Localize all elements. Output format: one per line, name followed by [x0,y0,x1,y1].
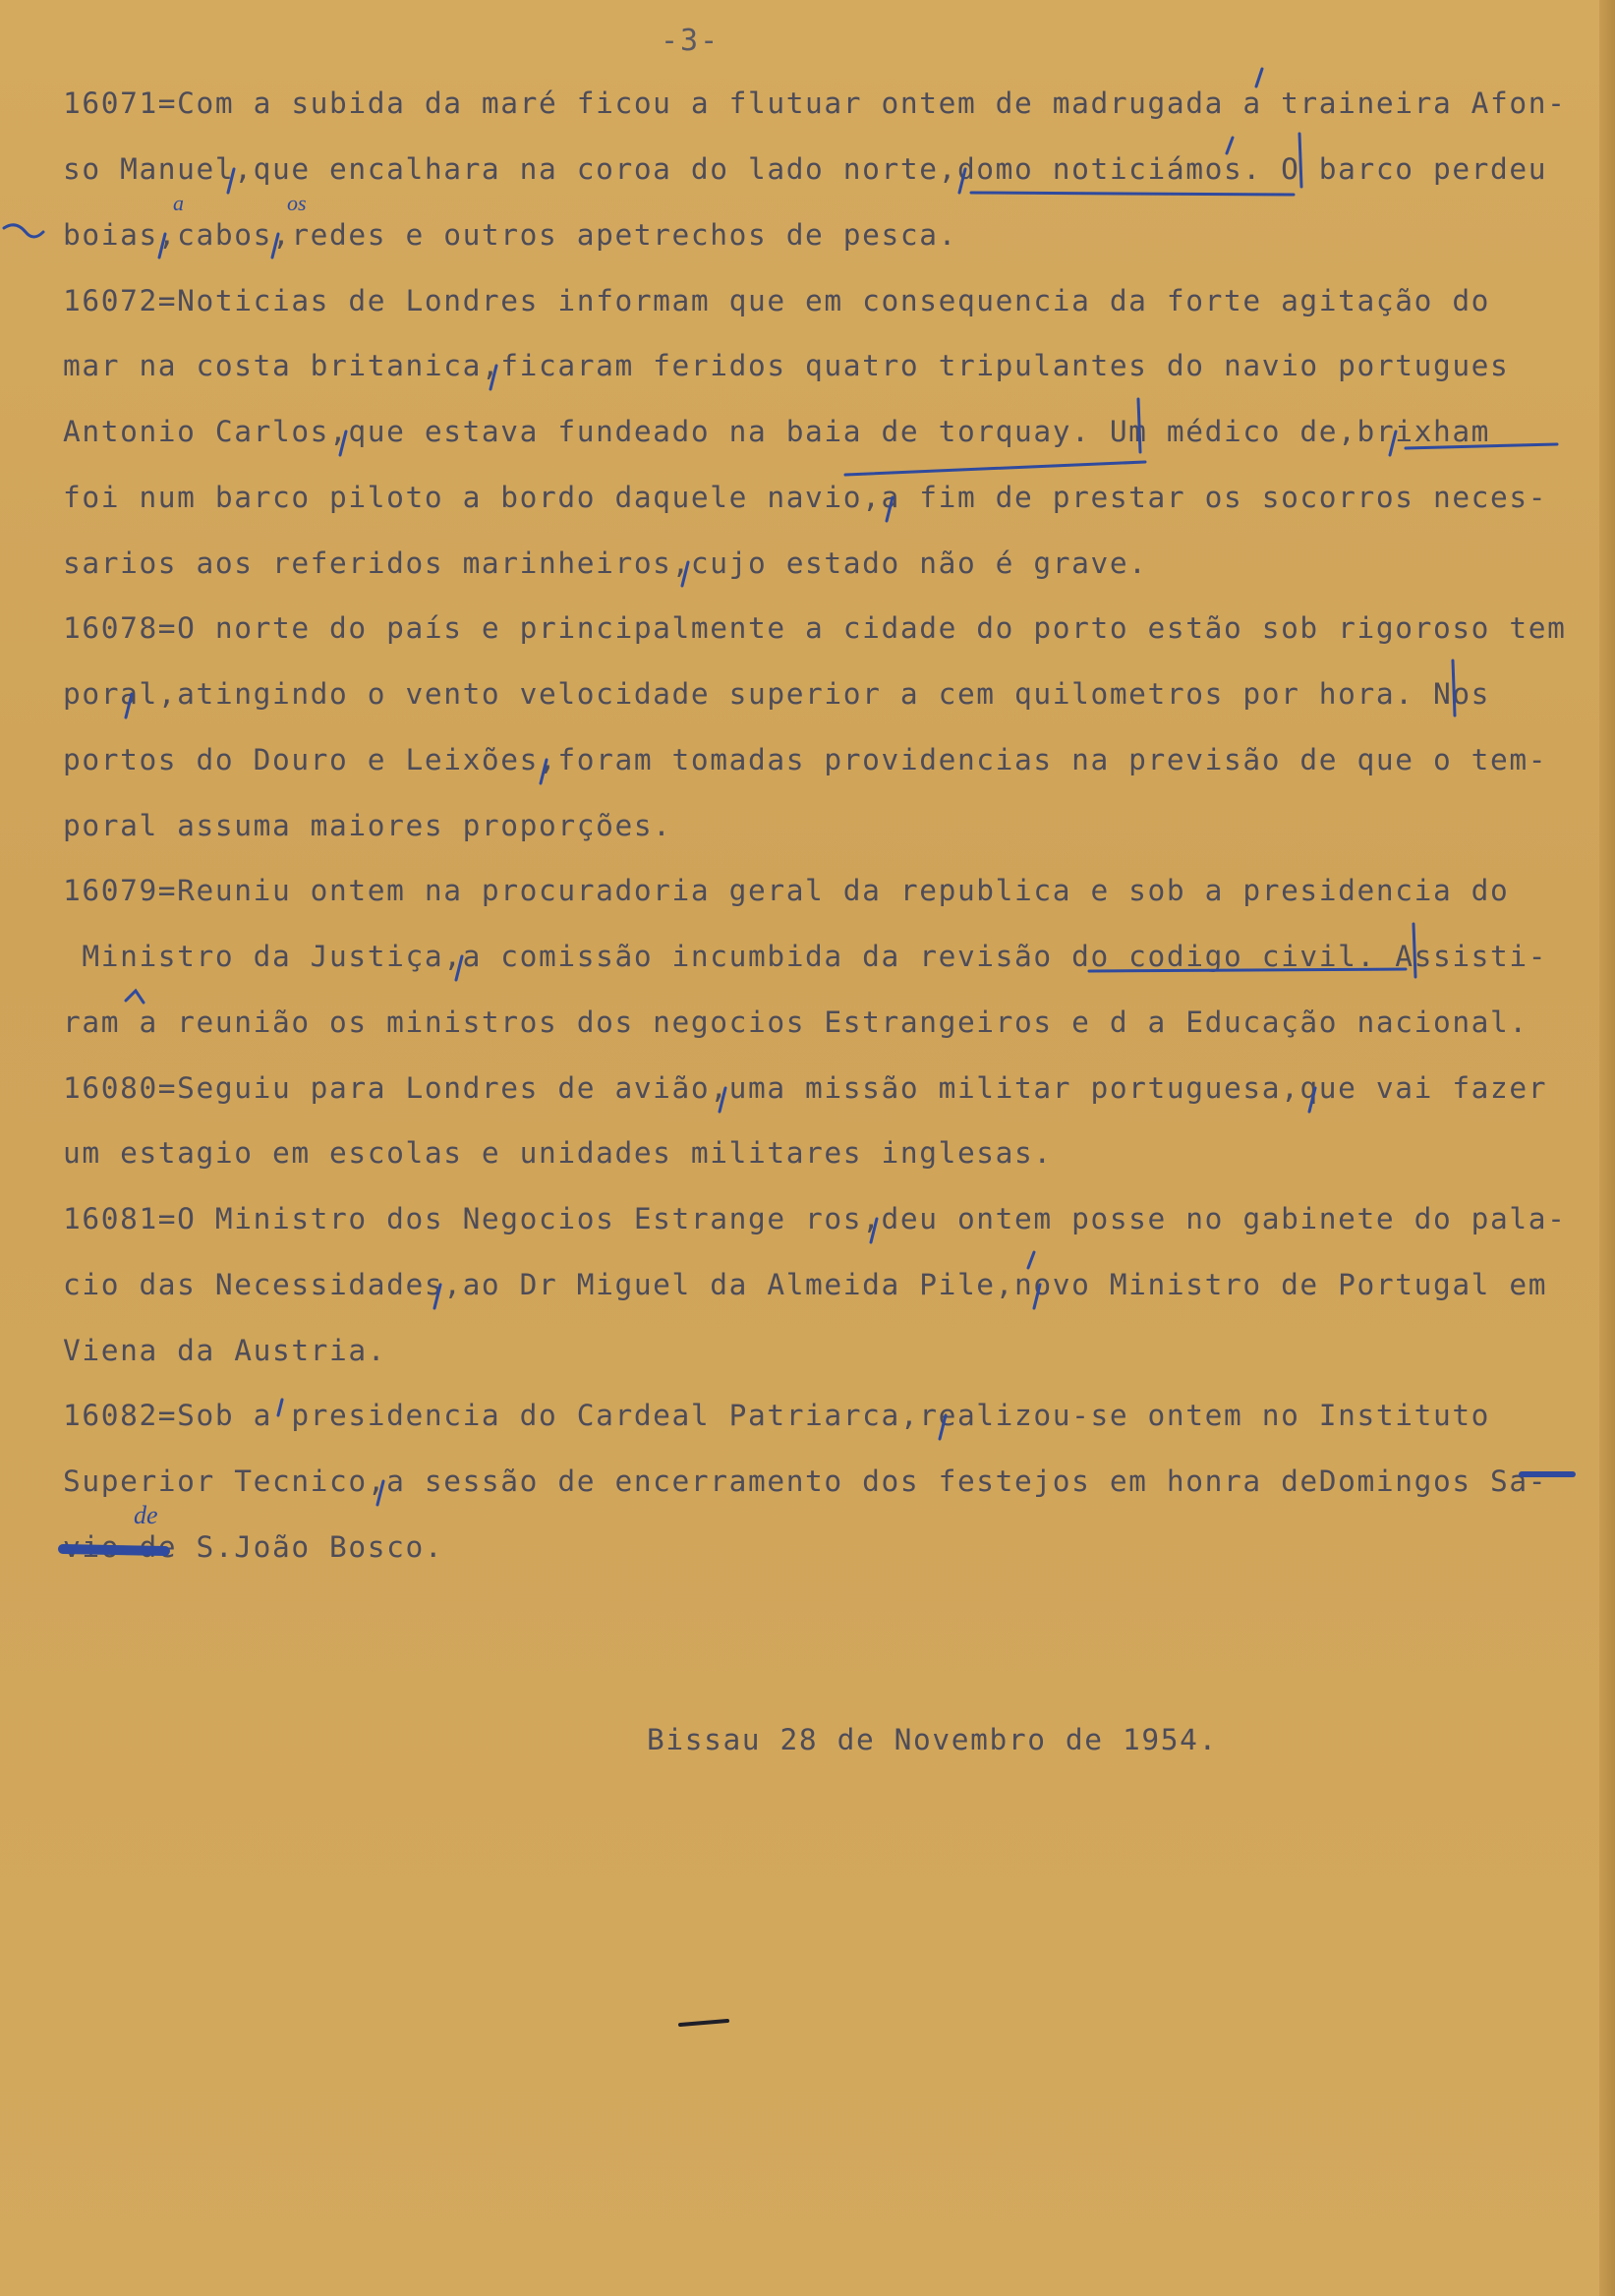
text-line: cio das Necessidades,ao Dr Miguel da Almeida Pile,novo Ministro de Portugal em [63,1268,1548,1301]
pen-section-bar [1453,660,1455,716]
text-line: um estagio em escolas e unidades militares inglesas. [63,1136,1053,1170]
pen-tick [1390,431,1396,455]
text-line: Antonio Carlos,que estava fundeado na baia de torquay. Um médico de,brixham [63,415,1491,448]
pen-tick [871,1219,877,1242]
pen-tick [887,497,893,521]
interlinear-annotation: os [287,191,307,215]
text-line: 16082=Sob a presidencia do Cardeal Patriarca,realizou-se ontem no Instituto [63,1399,1491,1432]
interlinear-annotation: a [173,191,184,215]
pen-tick [377,1481,383,1505]
pen-section-bar [1299,134,1301,187]
pen-tick [228,169,234,193]
pen-tick [159,234,165,258]
text-line: 16081=O Ministro dos Negocios Estrange ros,deu ontem posse no gabinete do pala- [63,1202,1567,1235]
pen-tick [456,956,462,980]
pen-section-bar [1413,924,1415,977]
text-line: poral assuma maiores proporções. [63,809,672,842]
text-line: 16080=Seguiu para Londres de avião,uma missão militar portuguesa,que vai fazer [63,1071,1548,1105]
pen-tick [940,1415,946,1439]
text-line: 16079=Reuniu ontem na procuradoria geral da republica e sob a presidencia do [63,874,1510,907]
pen-tick [340,431,346,455]
text-line: Ministro da Justiça,a comissão incumbida da revisão do codigo civil. Assisti- [63,940,1548,973]
pen-tick [541,760,547,783]
pen-tick [1034,1285,1040,1308]
interlinear-annotation: de [134,1501,158,1529]
pen-tick [1227,138,1233,153]
text-line: so Manuel,que encalhara na coroa do lado norte,domo noticiámos. O barco perdeu [63,152,1548,186]
pen-underline [1406,444,1557,448]
pen-underline [971,193,1294,195]
pen-underline [845,462,1145,475]
pen-section-bar [1138,399,1140,452]
text-line: poral,atingindo o vento velocidade superior a cem quilometros por hora. Nos [63,677,1491,711]
pen-tick [278,1400,282,1415]
pen-tick [272,234,278,258]
text-line: portos do Douro e Leixões,foram tomadas providencias na previsão de que o tem- [63,743,1548,776]
pen-tick [1028,1252,1034,1268]
dash-mark [680,2021,727,2025]
pen-tick [1309,1088,1315,1112]
pen-tick [720,1088,725,1112]
pen-tick [682,562,688,586]
pen-tick [1256,69,1262,86]
text-line: 16071=Com a subida da maré ficou a flutuar ontem de madrugada a traineira Afon- [63,86,1567,120]
pen-strikeout [63,1549,165,1551]
margin-mark [4,225,43,237]
dateline: Bissau 28 de Novembro de 1954. [647,1723,1218,1756]
text-line: boias,cabos,redes e outros apetrechos de pesca. [63,218,957,252]
text-line: sarios aos referidos marinheiros,cujo estado não é grave. [63,546,1148,580]
text-line: 16078=O norte do país e principalmente a cidade do porto estão sob rigoroso tem [63,611,1567,645]
text-line: 16072=Noticias de Londres informam que em consequencia da forte agitação do [63,284,1491,317]
text-line: Superior Tecnico,a sessão de encerramento dos festejos em honra deDomingos Sa- [63,1464,1548,1498]
page-number: -3- [661,24,721,58]
text-line: vio de S.João Bosco. [63,1530,444,1564]
text-line: foi num barco piloto a bordo daquele navio,a fim de prestar os socorros neces- [63,481,1548,514]
pen-caret [126,991,144,1003]
text-line: Viena da Austria. [63,1334,387,1367]
pen-tick [959,169,965,193]
text-line: ram a reunião os ministros dos negocios Estrangeiros e d a Educação nacional. [63,1005,1528,1039]
pen-tick [434,1285,440,1308]
text-line: mar na costa britanica,ficaram feridos quatro tripulantes do navio portugues [63,349,1510,382]
pen-tick [126,694,132,718]
pen-tick [490,366,496,389]
pen-underline [1089,969,1406,971]
